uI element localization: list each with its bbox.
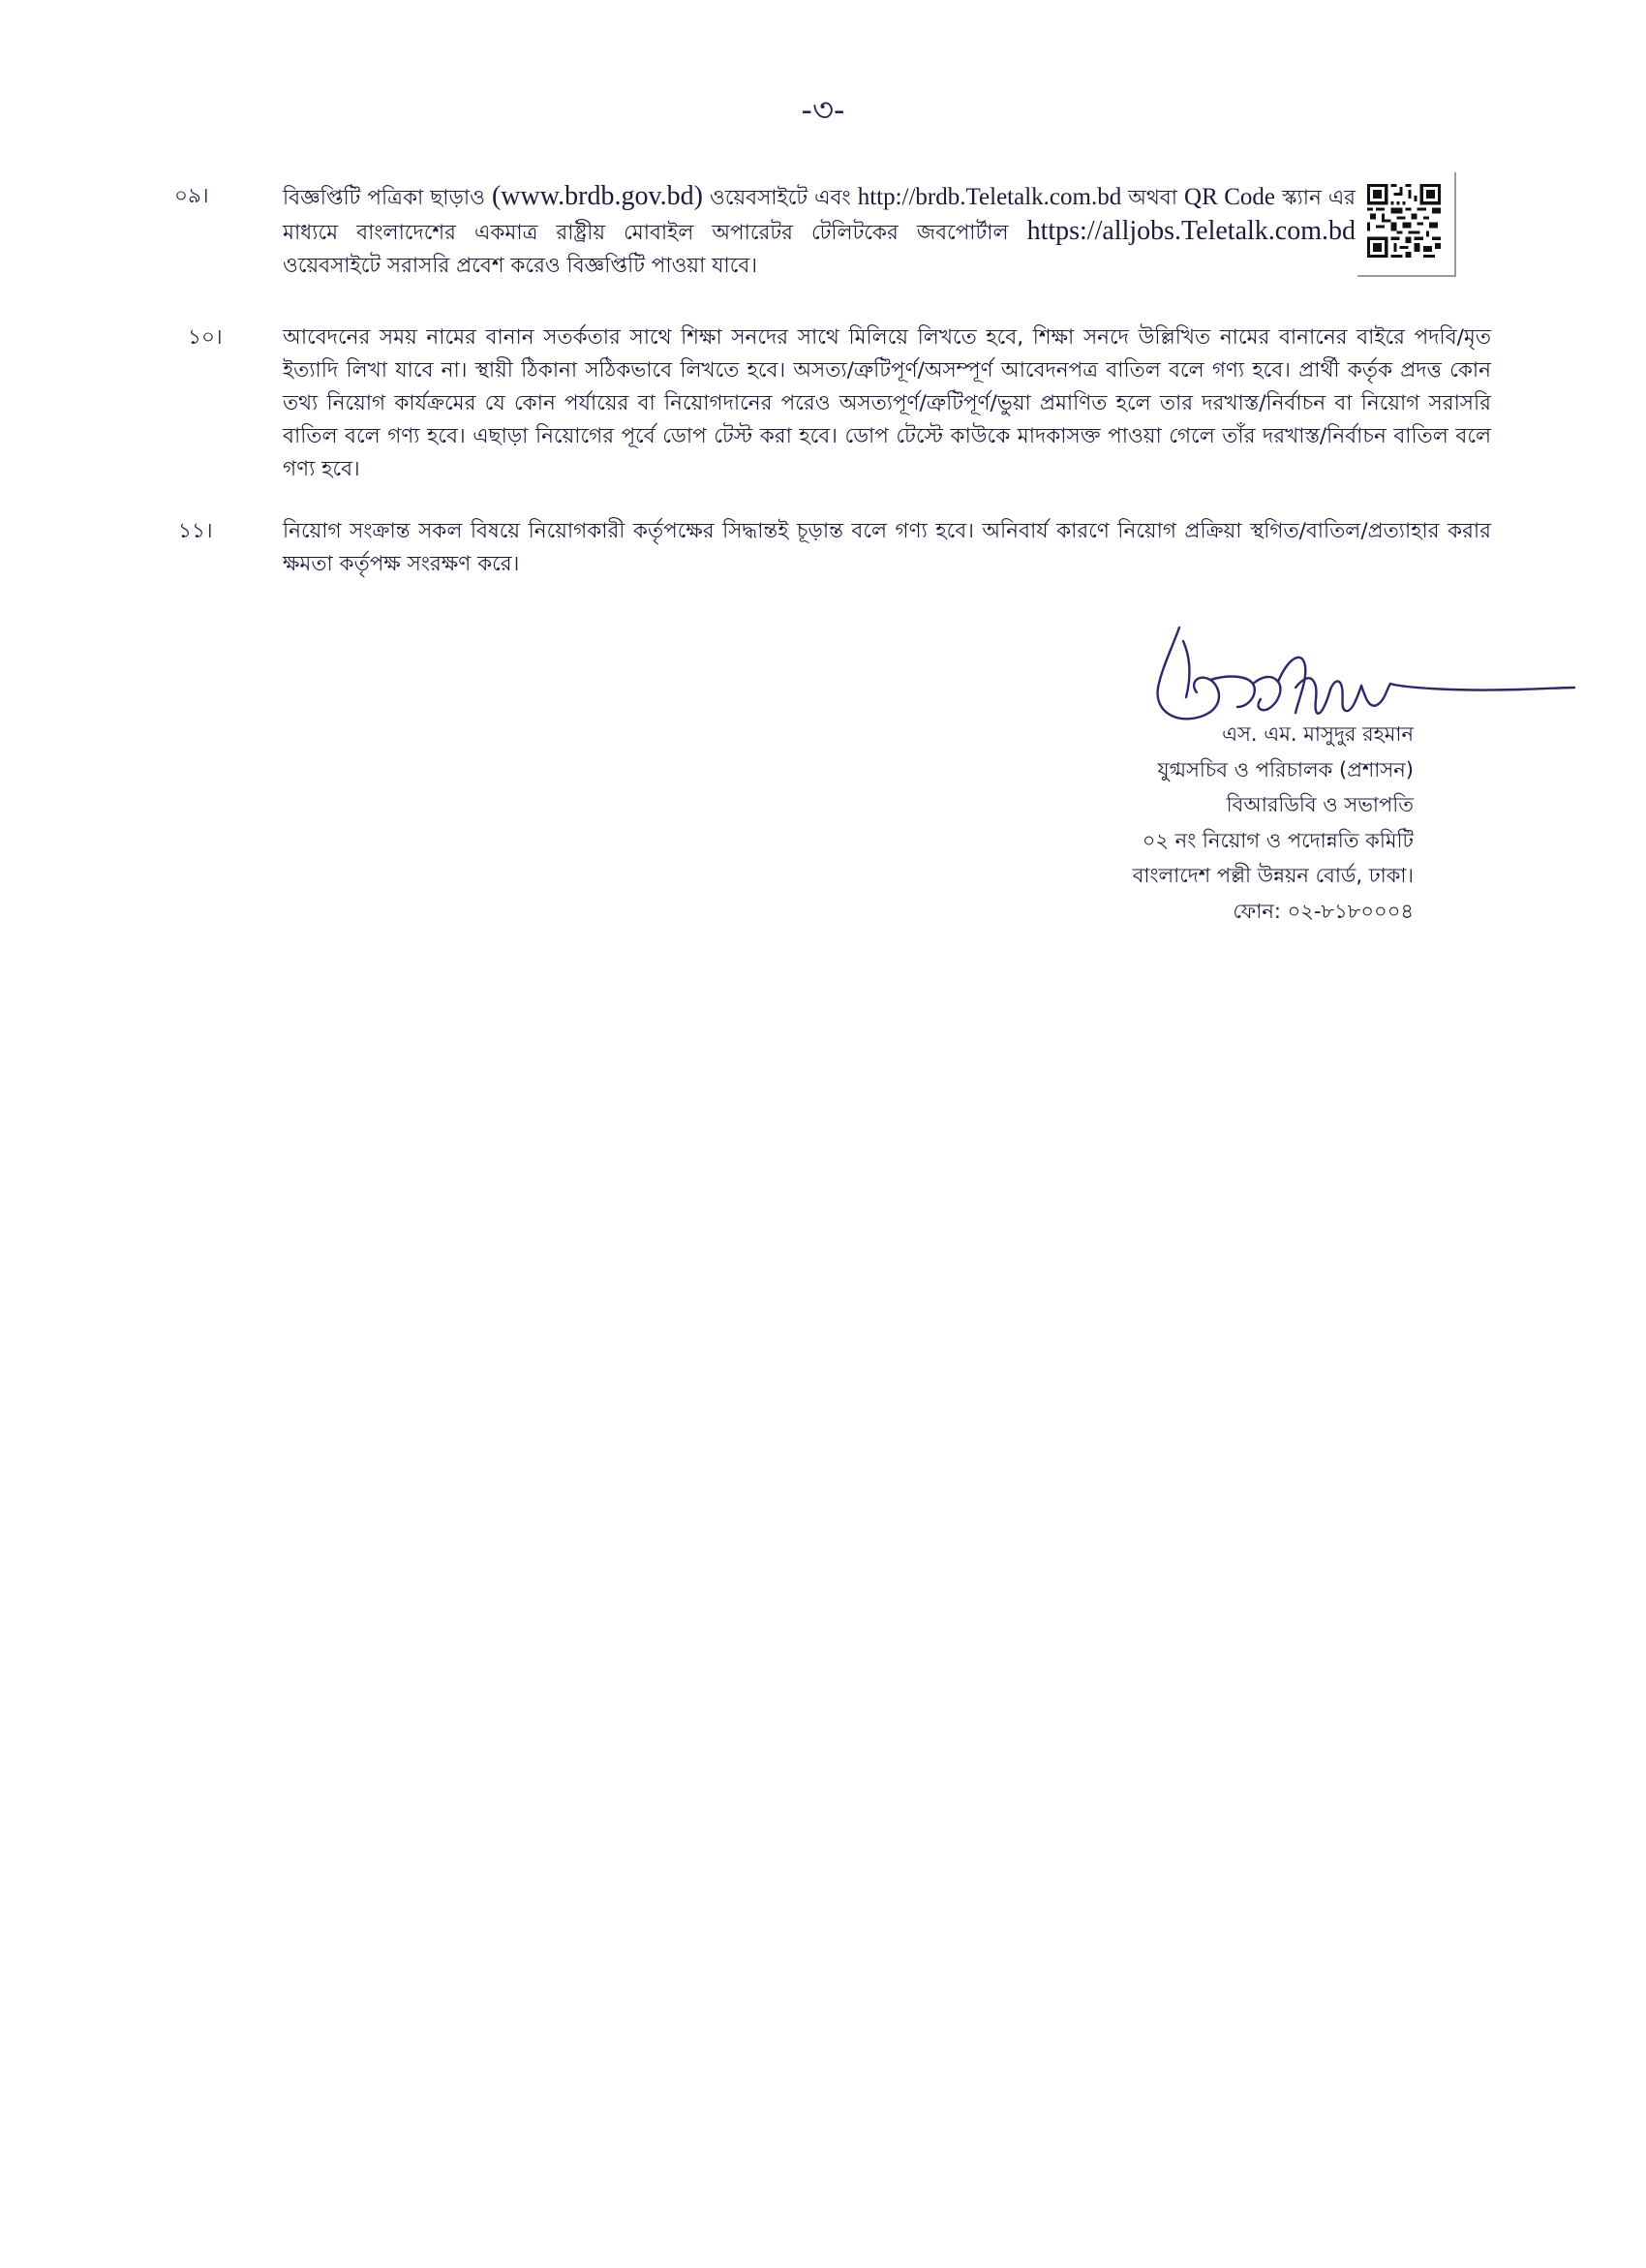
item-text: নিয়োগ সংক্রান্ত সকল বিষয়ে নিয়োগকারী কর্তৃপক্ষের সিদ্ধান্তই চূড়ান্ত বলে গণ্য হবে। অনিবার্য কারণে নিয়োগ প্রক্রিয়া স্থগিত/বাতিল/প্রত্যাহার করার ক্ষমতা কর্তৃপক্ষ সংরক্ষণ করে। (283, 519, 1491, 576)
qr-code (1357, 172, 1456, 277)
alljobs-url: https://alljobs.Teletalk.com.bd (1026, 216, 1356, 246)
qr-code-icon (1367, 182, 1441, 260)
signatory-role: বিআরডিবি ও সভাপতি (1226, 793, 1414, 816)
text-fragment: অথবা (1121, 186, 1185, 210)
text-fragment: ওয়েবসাইটে সরাসরি প্রবেশ করেও বিজ্ঞপ্তিটি পাওয়া যাবে। (283, 254, 758, 278)
website-url: (www.brdb.gov.bd) (491, 181, 703, 211)
signatory-phone: ফোন: ০২-৮১৮০০০৪ (1233, 899, 1414, 923)
page-number: -৩- (801, 91, 845, 130)
item-number: ০৯। (174, 184, 209, 208)
list-item (174, 180, 1491, 283)
item-text: আবেদনের সময় নামের বানান সতর্কতার সাথে শিক্ষা সনদের সাথে মিলিয়ে লিখতে হবে, শিক্ষা সনদে উল্লিখিত নামের বানানের বাইরে পদবি/মৃত ইত্যাদি লিখা যাবে না। স্থায়ী ঠিকানা সঠিকভাবে লিখতে হবে। অসত্য/ত্রুটিপূর্ণ/অসম্পূর্ণ আবেদনপত্র বাতিল বলে গণ্য হবে। প্রার্থী কর্তৃক প্রদত্ত কোন তথ্য নিয়োগ কার্যক্রমের যে কোন পর্যায়ের বা নিয়োগদানের পরেও অসত্যপূর্ণ/ত্রুটিপূর্ণ/ভুয়া প্রমাণিত হলে তার দরখাস্ত/নির্বাচন বা নিয়োগ সরাসরি বাতিল বলে গণ্য হবে। এছাড়া নিয়োগের পূর্বে ডোপ টেস্ট করা হবে। ডোপ টেস্টে কাউকে মাদকাসক্ত পাওয়া গেলে তাঁর দরখাস্ত/নির্বাচন বাতিল বলে গণ্য হবে। (283, 325, 1491, 481)
item-number: ১১। (178, 519, 213, 543)
item-text (283, 180, 1356, 283)
item-number: ১০। (188, 325, 223, 350)
signatory-name: এস. এম. মাসুদুর রহমান (1222, 722, 1414, 746)
signatory-block (968, 717, 1414, 929)
signatory-committee: ০২ নং নিয়োগ ও পদোন্নতি কমিটি (1142, 828, 1414, 852)
qr-code-label: QR Code (1184, 184, 1275, 210)
teletalk-url: http://brdb.Teletalk.com.bd (857, 184, 1122, 210)
signatory-designation: যুগ্মসচিব ও পরিচালক (প্রশাসন) (1157, 757, 1414, 782)
text-fragment: ওয়েবসাইটে এবং (702, 186, 858, 210)
signatory-organization: বাংলাদেশ পল্লী উন্নয়ন বোর্ড, ঢাকা। (1132, 864, 1414, 887)
text-fragment: বিজ্ঞপ্তিটি পত্রিকা ছাড়াও (283, 186, 492, 210)
list-item (174, 322, 1491, 486)
text-fragment: স্ক্যান এর মাধ্যমে বাংলাদেশের একমাত্র রাষ্ট্রীয় মোবাইল অপারেটর টেলিটকের জবপোর্টাল (283, 186, 1356, 245)
list-item (174, 515, 1491, 581)
